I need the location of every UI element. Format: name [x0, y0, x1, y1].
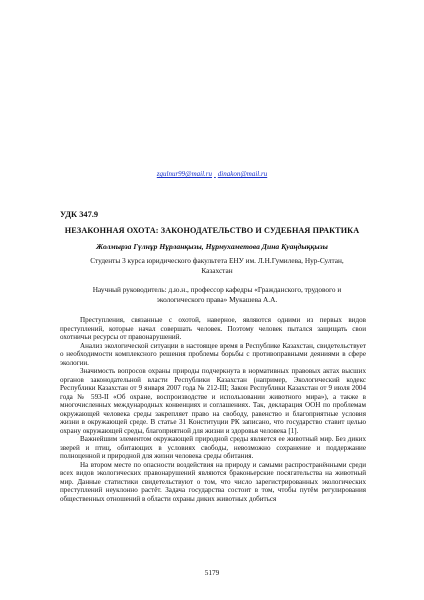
page-number: 5179 [204, 568, 220, 577]
author-emails [0, 170, 424, 178]
udk-code: УДК 347.9 [60, 210, 99, 219]
body-paragraph: Значимость вопросов охраны природы подчеркнута в нормативных правовых актах высших органов законодательной власти Республики Казахстан (например, Экологический кодекс Республики Казахстан от 9 января 2007 года № 212-III; Закон Республики Казахстан от 9 июля 2004 года № 593-II «Об охране, воспроизводстве и использовании животного мира»), а также в многочисленных международных конвенциях и соглашениях. Так, декларация ООН по проблемам окружающей человека среды закрепляет право на свободу, равенство и благоприятные условия жизни в окружающей среде. В статье 31 Конституции РК записано, что государство ставит целью охрану окружающей среды, благоприятной для жизни и здоровья человека [1]. [60, 367, 366, 435]
body-paragraph: Анализ экологической ситуации в настоящее время в Республике Казахстан, свидетельствует о необходимости комплексного решения проблемы борьбы с противоправными деяниями в сфере экологии. [60, 341, 366, 367]
supervisor: Научный руководитель: д.ю.н., профессор кафедры «Гражданского, трудового и экологического права» Мукашева А.А. [92, 285, 342, 304]
article-title: НЕЗАКОННАЯ ОХОТА: ЗАКОНОДАТЕЛЬСТВО И СУДЕБНАЯ ПРАКТИКА [64, 226, 360, 235]
body-paragraph: На втором месте по опасности воздействия на природу и самыми распространёнными среди всех видов экологических правонарушений являются браконьерские посягательства на животный мир. Данные статистики свидетельствуют о том, что число зарегистрированных экологических преступлений неуклонно растёт. Задача государства состоит в том, чтобы путём регулирования общественных отношений в области охраны диких животных добиться [60, 460, 366, 503]
article-body [60, 316, 366, 503]
email-link-1[interactable]: zgulnur99@mail.ru [156, 170, 213, 178]
authors-line: Жолмырза Гүлнұр Нұрланқызы, Нұрмухаметова Дина Қуаңдыққызы [96, 242, 328, 251]
email-link-2[interactable]: dinakon@mail.ru [217, 170, 268, 178]
affiliation: Студенты 3 курса юридического факультета ЕНУ им. Л.Н.Гумилева, Нур-Султан, Казахстан [90, 256, 344, 275]
body-paragraph: Важнейшим элементом окружающей природной среды является ее животный мир. Без диких зверей и птиц, обитающих в условиях свободы, невозможно сохранение и поддержание полноценной и природной для жизни человека среды обитания. [60, 435, 366, 460]
body-paragraph: Преступления, связанные с охотой, наверное, являются одними из первых видов преступлений, которые начал совершать человек. Поэтому человек пытался защищать свои охотничьи ресурсы от правонарушений. [60, 316, 366, 341]
